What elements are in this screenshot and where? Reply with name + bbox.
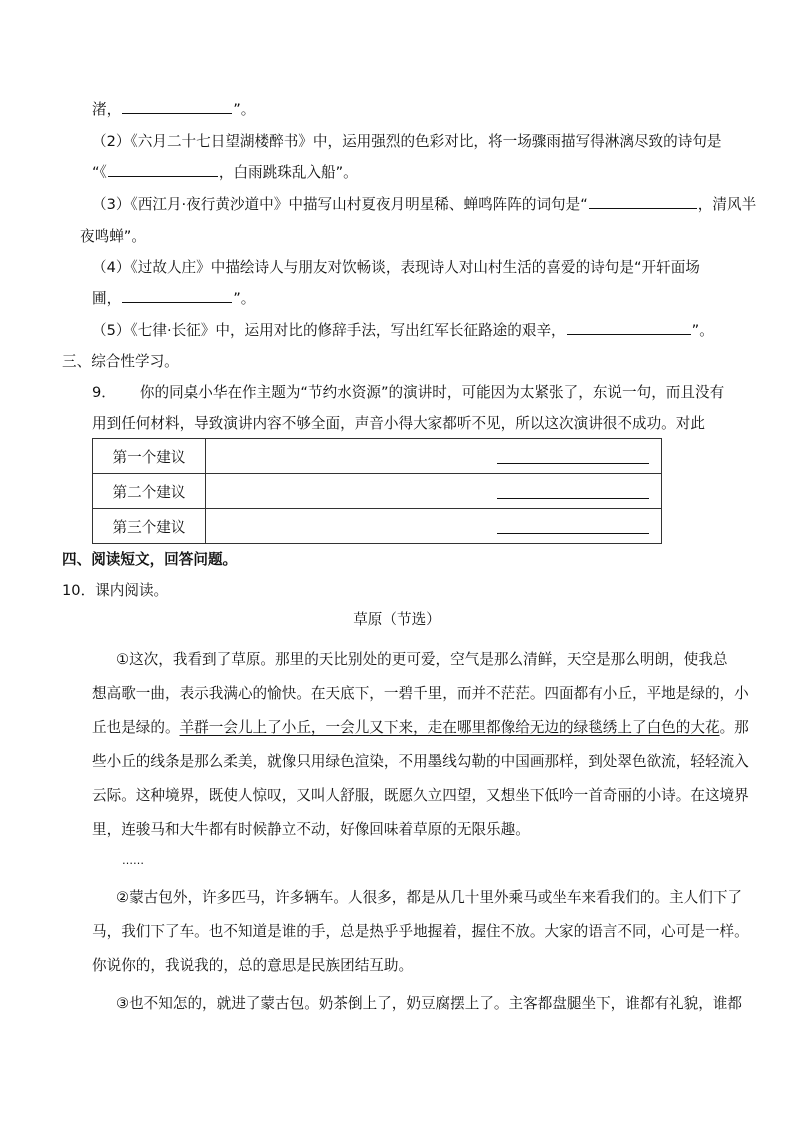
text: 夜鸣蝉”。 bbox=[80, 228, 146, 245]
text: 用到任何材料，导致演讲内容不够全面，声音小得大家都听不见，所以这次演讲很不成功。对此 bbox=[92, 415, 705, 432]
answer-line bbox=[497, 463, 649, 464]
answer-blank[interactable] bbox=[567, 320, 691, 335]
passage-p2-line-3: 你说你的，我说我的，总的意思是民族团结互助。 bbox=[92, 957, 414, 974]
text: （4）《过故人庄》中描绘诗人与朋友对饮畅谈，表现诗人对山村生活的喜爱的诗句是“开轩面场 bbox=[92, 259, 700, 276]
table-row bbox=[93, 439, 662, 474]
poetry-line-1 bbox=[92, 99, 255, 121]
answer-blank[interactable] bbox=[122, 288, 232, 303]
text: 。那 bbox=[719, 719, 749, 736]
question-8-2-line-2 bbox=[92, 162, 358, 184]
answer-cell[interactable] bbox=[206, 509, 662, 544]
text: ，清风半 bbox=[697, 196, 757, 213]
answer-cell[interactable] bbox=[206, 474, 662, 509]
text: 丘也是绿的。 bbox=[92, 719, 180, 736]
passage-p1-line-4: 些小丘的线条是那么柔美，就像只用绿色渲染，不用墨线勾勒的中国画那样，到处翠色欲流，轻轻流入 bbox=[92, 753, 749, 770]
text: “《 bbox=[92, 164, 107, 181]
table-row bbox=[93, 509, 662, 544]
ellipsis: …… bbox=[122, 854, 144, 867]
section-4-heading: 四、阅读短文，回答问题。 bbox=[62, 551, 238, 568]
question-8-3-line-2 bbox=[80, 226, 146, 248]
question-9-line-1 bbox=[92, 382, 724, 404]
passage-p1-line-6: 里，连骏马和大牛都有时候静立不动，好像回味着草原的无限乐趣。 bbox=[92, 821, 530, 838]
question-number: 9． bbox=[92, 384, 116, 401]
text: 你的同桌小华在作主题为“节约水资源”的演讲时，可能因为太紧张了，东说一句，而且没有 bbox=[139, 384, 725, 401]
answer-line bbox=[497, 533, 649, 534]
passage-p2-line-1: ②蒙古包外，许多匹马，许多辆车。人很多，都是从几十里外乘马或坐车来看我们的。主人们下了 bbox=[116, 889, 743, 906]
passage-title: 草原（节选） bbox=[353, 611, 441, 628]
suggestion-table bbox=[92, 438, 662, 544]
passage-p3-line-1: ③也不知怎的，就进了蒙古包。奶茶倒上了，奶豆腐摆上了。主客都盘腿坐下，谁都有礼貌，谁都 bbox=[116, 995, 743, 1012]
answer-line bbox=[497, 498, 649, 499]
question-8-4-line-1 bbox=[92, 257, 700, 279]
answer-blank[interactable] bbox=[589, 194, 697, 209]
question-8-2-line-1 bbox=[92, 131, 722, 153]
passage-p2-line-2: 马，我们下了车。也不知道是谁的手，总是热乎乎地握着，握住不放。大家的语言不同，心可是一样。 bbox=[92, 923, 749, 940]
answer-blank[interactable] bbox=[108, 162, 218, 177]
question-8-4-line-2 bbox=[92, 288, 255, 310]
text: 圃， bbox=[92, 290, 122, 307]
text: （2）《六月二十七日望湖楼醉书》中，运用强烈的色彩对比，将一场骤雨描写得淋漓尽致的诗句是 bbox=[92, 133, 722, 150]
answer-blank[interactable] bbox=[122, 99, 232, 114]
section-3-heading: 三、综合性学习。 bbox=[62, 353, 179, 370]
text: ”。 bbox=[691, 322, 714, 339]
question-8-5 bbox=[92, 320, 714, 342]
question-9-line-2 bbox=[92, 413, 705, 435]
row-label: 第三个建议 bbox=[93, 509, 206, 544]
passage-p1-line-3 bbox=[92, 717, 749, 739]
question-8-3-line-1 bbox=[92, 194, 756, 216]
passage-p1-line-2: 想高歌一曲，表示我满心的愉快。在天底下，一碧千里，而并不茫茫。四面都有小丘，平地是绿的，小 bbox=[92, 685, 749, 702]
underlined-sentence: 羊群一会儿上了小丘，一会儿又下来，走在哪里都像给无边的绿毯绣上了白色的大花 bbox=[179, 719, 720, 736]
text: ”。 bbox=[233, 101, 256, 118]
row-label: 第一个建议 bbox=[93, 439, 206, 474]
table-row bbox=[93, 474, 662, 509]
text: ”。 bbox=[233, 290, 256, 307]
text: （5）《七律·长征》中，运用对比的修辞手法，写出红军长征路途的艰辛， bbox=[92, 322, 566, 339]
passage-p1-line-5: 云际。这种境界，既使人惊叹，又叫人舒服，既愿久立四望，又想坐下低吟一首奇丽的小诗。在这境界 bbox=[92, 787, 749, 804]
text: （3）《西江月·夜行黄沙道中》中描写山村夏夜月明星稀、蝉鸣阵阵的词句是“ bbox=[92, 196, 588, 213]
passage-p1-line-1: ①这次，我看到了草原。那里的天比别处的更可爱，空气是那么清鲜，天空是那么明朗，使我总 bbox=[116, 651, 728, 668]
answer-cell[interactable] bbox=[206, 439, 662, 474]
text: ，白雨跳珠乱入船”。 bbox=[218, 164, 358, 181]
text: 渚， bbox=[92, 101, 122, 118]
row-label: 第二个建议 bbox=[93, 474, 206, 509]
question-10: 10．课内阅读。 bbox=[62, 582, 169, 599]
